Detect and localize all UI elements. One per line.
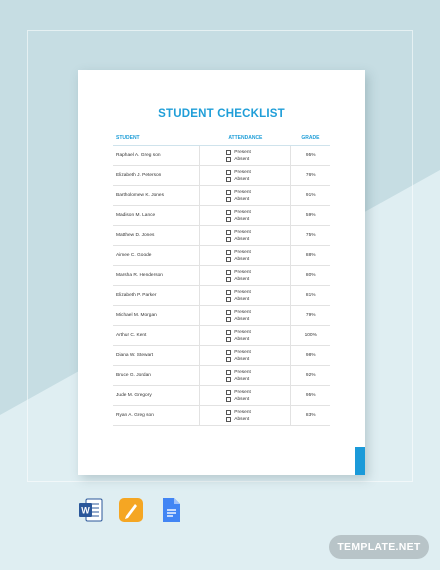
attendance-option	[226, 336, 290, 343]
checkbox-present[interactable]	[226, 190, 231, 195]
checkbox-absent[interactable]	[226, 177, 231, 182]
student-name: Bartholomew K. Jones	[113, 186, 200, 206]
table-row	[113, 186, 330, 206]
svg-text:W: W	[81, 505, 90, 516]
checkbox-present[interactable]	[226, 390, 231, 395]
table-row	[113, 226, 330, 246]
student-name: Ryan A. Greg son	[113, 406, 200, 426]
attendance-option	[226, 356, 290, 363]
table-row	[113, 306, 330, 326]
document-page	[78, 70, 365, 475]
checkbox-present[interactable]	[226, 150, 231, 155]
attendance-cell	[200, 306, 291, 326]
checkbox-label: Present	[234, 209, 251, 215]
attendance-cell	[200, 206, 291, 226]
checkbox-label: Absent	[234, 276, 250, 282]
table-row	[113, 326, 330, 346]
checkbox-absent[interactable]	[226, 197, 231, 202]
student-name: Elizabeth P. Parker	[113, 286, 200, 306]
checkbox-present[interactable]	[226, 330, 231, 335]
checkbox-label: Absent	[234, 356, 250, 362]
attendance-option	[226, 196, 290, 203]
pages-icon[interactable]	[118, 497, 144, 528]
attendance-option	[226, 329, 290, 336]
attendance-option	[226, 276, 290, 283]
attendance-cell	[200, 246, 291, 266]
checkbox-label: Present	[234, 369, 251, 375]
attendance-option	[226, 349, 290, 356]
attendance-option	[226, 409, 290, 416]
grade-cell: 100%	[291, 326, 330, 346]
checkbox-label: Present	[234, 289, 251, 295]
grade-cell: 76%	[291, 166, 330, 186]
attendance-option	[226, 309, 290, 316]
attendance-option	[226, 236, 290, 243]
attendance-option	[226, 296, 290, 303]
table-row	[113, 206, 330, 226]
attendance-option	[226, 389, 290, 396]
student-name: Matthew D. Jones	[113, 226, 200, 246]
student-name: Diana W. Stewart	[113, 346, 200, 366]
checkbox-label: Present	[234, 389, 251, 395]
attendance-cell	[200, 406, 291, 426]
attendance-option	[226, 289, 290, 296]
attendance-option	[226, 376, 290, 383]
checkbox-present[interactable]	[226, 230, 231, 235]
table-row	[113, 146, 330, 166]
checkbox-present[interactable]	[226, 310, 231, 315]
attendance-cell	[200, 226, 291, 246]
page-accent-bar	[355, 447, 365, 475]
checkbox-label: Absent	[234, 296, 250, 302]
checkbox-label: Absent	[234, 196, 250, 202]
table-row	[113, 366, 330, 386]
attendance-option	[226, 396, 290, 403]
header-attendance: ATTENDANCE	[200, 131, 291, 146]
attendance-option	[226, 249, 290, 256]
checkbox-absent[interactable]	[226, 257, 231, 262]
checkbox-present[interactable]	[226, 370, 231, 375]
attendance-cell	[200, 386, 291, 406]
checkbox-present[interactable]	[226, 170, 231, 175]
checkbox-present[interactable]	[226, 410, 231, 415]
checkbox-label: Absent	[234, 156, 250, 162]
checkbox-label: Present	[234, 149, 251, 155]
table-row	[113, 246, 330, 266]
checkbox-present[interactable]	[226, 350, 231, 355]
attendance-option	[226, 256, 290, 263]
checkbox-absent[interactable]	[226, 217, 231, 222]
checkbox-absent[interactable]	[226, 357, 231, 362]
grade-cell: 95%	[291, 146, 330, 166]
grade-cell: 75%	[291, 226, 330, 246]
checkbox-label: Present	[234, 409, 251, 415]
table-row	[113, 166, 330, 186]
grade-cell: 59%	[291, 206, 330, 226]
attendance-cell	[200, 326, 291, 346]
attendance-cell	[200, 366, 291, 386]
checkbox-absent[interactable]	[226, 397, 231, 402]
google-docs-icon[interactable]	[158, 497, 184, 528]
checkbox-label: Present	[234, 249, 251, 255]
checkbox-label: Absent	[234, 236, 250, 242]
checkbox-label: Absent	[234, 416, 250, 422]
grade-cell: 79%	[291, 306, 330, 326]
checkbox-label: Present	[234, 169, 251, 175]
attendance-cell	[200, 166, 291, 186]
attendance-option	[226, 209, 290, 216]
checkbox-label: Absent	[234, 316, 250, 322]
grade-cell: 92%	[291, 366, 330, 386]
checkbox-label: Absent	[234, 176, 250, 182]
checkbox-label: Present	[234, 309, 251, 315]
template-net-logo[interactable]	[329, 535, 429, 559]
checkbox-label: Absent	[234, 256, 250, 262]
attendance-option	[226, 416, 290, 423]
grade-cell: 80%	[291, 266, 330, 286]
checkbox-present[interactable]	[226, 290, 231, 295]
attendance-cell	[200, 146, 291, 166]
checkbox-present[interactable]	[226, 250, 231, 255]
student-name: Aimee C. Goode	[113, 246, 200, 266]
checkbox-label: Absent	[234, 216, 250, 222]
attendance-option	[226, 176, 290, 183]
checkbox-absent[interactable]	[226, 157, 231, 162]
checkbox-label: Absent	[234, 336, 250, 342]
student-name: Raphael A. Greg son	[113, 146, 200, 166]
student-name: Marsha R. Henderson	[113, 266, 200, 286]
attendance-cell	[200, 186, 291, 206]
checkbox-present[interactable]	[226, 270, 231, 275]
grade-cell: 81%	[291, 286, 330, 306]
grade-cell: 83%	[291, 406, 330, 426]
attendance-option	[226, 149, 290, 156]
attendance-option	[226, 316, 290, 323]
checkbox-absent[interactable]	[226, 417, 231, 422]
table-row	[113, 266, 330, 286]
table-row	[113, 406, 330, 426]
attendance-cell	[200, 346, 291, 366]
student-name: Arthur C. Kent	[113, 326, 200, 346]
attendance-cell	[200, 286, 291, 306]
checkbox-label: Present	[234, 189, 251, 195]
grade-cell: 88%	[291, 246, 330, 266]
checklist-table	[113, 131, 330, 426]
attendance-option	[226, 156, 290, 163]
attendance-option	[226, 229, 290, 236]
table-header-row	[113, 131, 330, 146]
checkbox-absent[interactable]	[226, 237, 231, 242]
logo-text: TEMPLATE.NET	[337, 541, 421, 553]
checkbox-absent[interactable]	[226, 297, 231, 302]
checkbox-label: Absent	[234, 396, 250, 402]
attendance-option	[226, 189, 290, 196]
header-student: STUDENT	[113, 131, 200, 146]
checkbox-absent[interactable]	[226, 377, 231, 382]
attendance-cell	[200, 266, 291, 286]
table-row	[113, 346, 330, 366]
header-grade: GRADE	[291, 131, 330, 146]
student-name: Bruce G. Jordan	[113, 366, 200, 386]
checkbox-absent[interactable]	[226, 277, 231, 282]
checkbox-label: Present	[234, 229, 251, 235]
checkbox-absent[interactable]	[226, 317, 231, 322]
checkbox-present[interactable]	[226, 210, 231, 215]
attendance-option	[226, 369, 290, 376]
checkbox-label: Present	[234, 349, 251, 355]
student-name: Jude M. Gregory	[113, 386, 200, 406]
attendance-option	[226, 169, 290, 176]
student-name: Elizabeth J. Peterson	[113, 166, 200, 186]
table-row	[113, 286, 330, 306]
checkbox-label: Present	[234, 329, 251, 335]
table-row	[113, 386, 330, 406]
checkbox-label: Absent	[234, 376, 250, 382]
document-title: STUDENT CHECKLIST	[158, 108, 285, 120]
student-name: Michael M. Morgan	[113, 306, 200, 326]
attendance-option	[226, 269, 290, 276]
grade-cell: 95%	[291, 386, 330, 406]
grade-cell: 91%	[291, 186, 330, 206]
grade-cell: 98%	[291, 346, 330, 366]
checkbox-absent[interactable]	[226, 337, 231, 342]
student-name: Madison M. Lance	[113, 206, 200, 226]
word-icon[interactable]	[78, 497, 104, 528]
checkbox-label: Present	[234, 269, 251, 275]
attendance-option	[226, 216, 290, 223]
